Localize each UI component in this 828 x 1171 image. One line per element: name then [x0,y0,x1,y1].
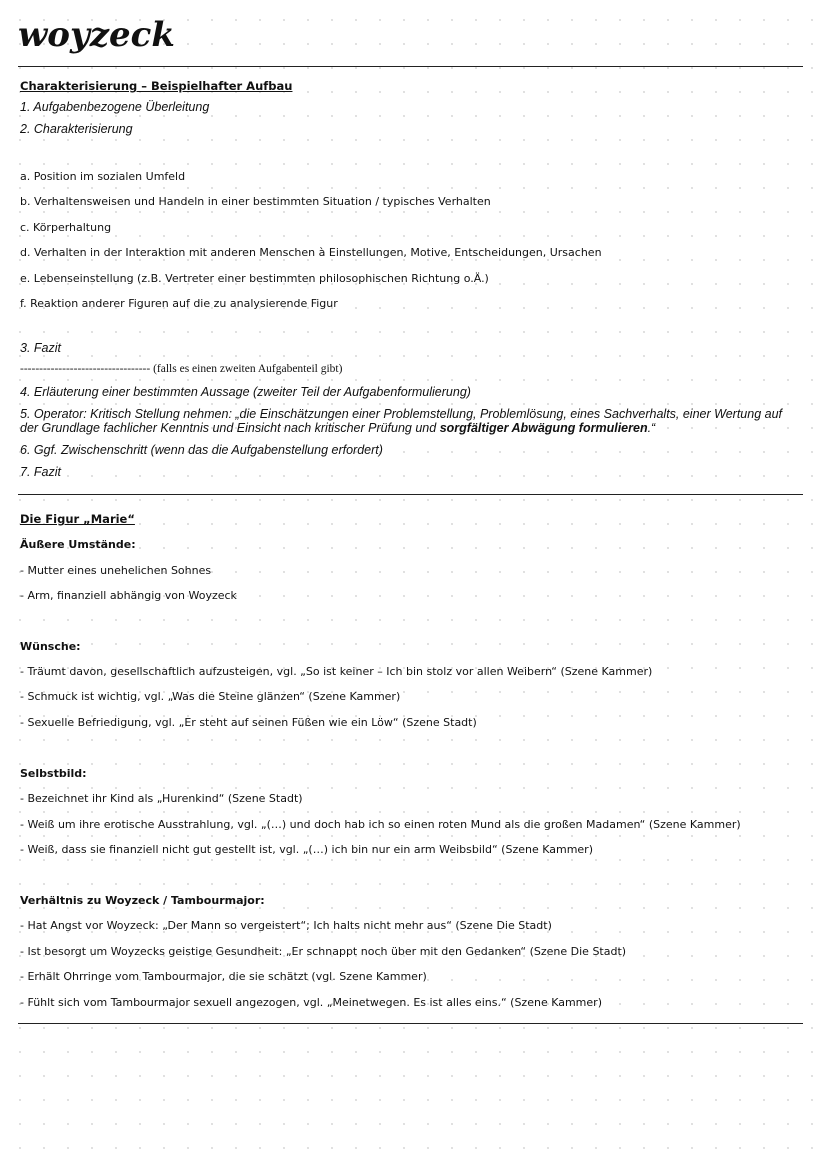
logo-text: woyzeck [18,15,175,55]
divider-note: (falls es einen zweiten Aufgabenteil gibt) [150,363,343,375]
list-item: - Fühlt sich vom Tambourmajor sexuell angezogen, vgl. „Meinetwegen. Es ist alles eins.“ (Szene Kammer) [20,996,602,1009]
list-item-operator [20,407,800,435]
operator-end: .“ [647,421,656,435]
list-item: 2. Charakterisierung [20,122,133,136]
sub-item: b. Verhaltensweisen und Handeln in einer bestimmten Situation / typisches Verhalten [20,195,491,208]
list-item: 6. Ggf. Zwischenschritt (wenn das die Aufgabenstellung erfordert) [20,443,383,457]
section-title-marie: Die Figur „Marie“ [20,512,135,526]
sub-item: c. Körperhaltung [20,221,112,234]
list-item: - Weiß um ihre erotische Ausstrahlung, vgl. „(…) und doch hab ich so einen roten Mund als die großen Madamen“ (Szene Kammer) [20,818,741,831]
bottom-divider [18,1023,803,1024]
list-item: - Schmuck ist wichtig, vgl. „Was die Steine glänzen“ (Szene Kammer) [20,690,401,703]
list-item: 1. Aufgabenbezogene Überleitung [20,100,210,114]
list-item: - Ist besorgt um Woyzecks geistige Gesundheit: „Er schnappt noch über mit den Gedanken“ (Szene Die Stadt) [20,945,627,958]
list-item: 4. Erläuterung einer bestimmten Aussage (zweiter Teil der Aufgabenformulierung) [20,385,471,399]
middle-divider [18,494,803,495]
sub-item: e. Lebenseinstellung (z.B. Vertreter einer bestimmten philosophischen Richtung o.Ä.) [20,272,489,285]
heading-aeussere-umstaende: Äußere Umstände: [20,538,136,551]
operator-text: 5. Operator: Kritisch Stellung nehmen: „die Einschätzungen einer Problemstellung, Problemlösung, eines Sachverhalts, einer Wertung auf der Grundlage fachlicher Kenntnis und Einsicht nach kritischer Prüfung und [20,407,782,435]
heading-selbstbild: Selbstbild: [20,767,87,780]
list-item: - Arm, finanziell abhängig von Woyzeck [20,589,237,602]
sub-item: a. Position im sozialen Umfeld [20,170,186,183]
sub-item: d. Verhalten in der Interaktion mit anderen Menschen à Einstellungen, Motive, Entscheidungen, Ursachen [20,246,602,259]
list-item: - Hat Angst vor Woyzeck: „Der Mann so vergeistert“; Ich halts nicht mehr aus“ (Szene Die Stadt) [20,919,552,932]
list-item: 3. Fazit [20,341,61,355]
heading-verhaeltnis: Verhältnis zu Woyzeck / Tambourmajor: [20,894,265,907]
operator-bold-text: sorgfältiger Abwägung formulieren [439,421,648,435]
sub-item: f. Reaktion anderer Figuren auf die zu analysierende Figur [20,297,338,310]
top-divider [18,66,803,67]
woyzeck-logo [16,8,175,60]
list-item: 7. Fazit [20,465,61,479]
list-item: - Träumt davon, gesellschaftlich aufzusteigen, vgl. „So ist keiner – Ich bin stolz vor allen Weibern“ (Szene Kammer) [20,665,653,678]
list-item: - Weiß, dass sie finanziell nicht gut gestellt ist, vgl. „(…) ich bin nur ein arm Weibsbild“ (Szene Kammer) [20,843,593,856]
section-title-charakterisierung: Charakterisierung – Beispielhafter Aufbau [20,79,293,93]
divider-dashes: ---------------------------------- [20,363,151,375]
heading-wuensche: Wünsche: [20,640,81,653]
task-divider [20,363,342,375]
list-item: - Mutter eines unehelichen Sohnes [20,564,212,577]
list-item: - Bezeichnet ihr Kind als „Hurenkind“ (Szene Stadt) [20,792,303,805]
list-item: - Erhält Ohrringe vom Tambourmajor, die sie schätzt (vgl. Szene Kammer) [20,970,427,983]
list-item: - Sexuelle Befriedigung, vgl. „Er steht auf seinen Füßen wie ein Löw“ (Szene Stadt) [20,716,477,729]
